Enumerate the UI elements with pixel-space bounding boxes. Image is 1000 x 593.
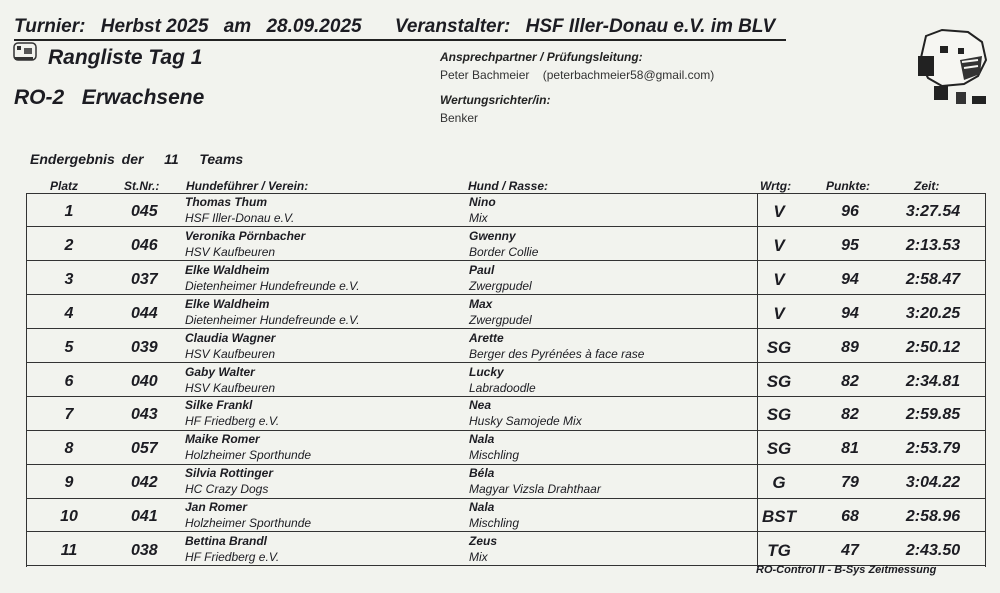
cell-rating: V [773,269,785,289]
cell-points: 89 [841,338,859,356]
cell-time: 3:27.54 [905,203,961,220]
cell-time: 2:59.85 [905,406,961,424]
dog-logo-icon [12,40,40,64]
cell-handler-name: Jan Romer [185,500,248,515]
cell-handler-name: Elke Waldheim [185,296,270,311]
col-header-platz: Platz [50,179,79,193]
contact-email: (peterbachmeier58@gmail.com) [542,68,715,82]
table-row [27,194,985,227]
table-row [27,499,985,532]
cell-club: HSF Iller-Donau e.V. [185,211,295,225]
cell-stnr: 043 [131,406,158,424]
team-count: 11 [164,151,179,167]
category: Erwachsene [81,86,205,109]
cell-breed: Mischling [469,516,520,531]
cell-points: 96 [841,203,859,220]
cell-platz: 6 [64,372,74,390]
cell-rating: V [773,303,785,323]
page-title: Rangliste Tag 1 [48,46,203,69]
cell-stnr: 037 [131,270,158,288]
cell-points: 95 [841,236,859,254]
cell-club: HF Friedberg e.V. [185,414,280,429]
cell-points: 81 [841,440,859,458]
event-header-line [14,16,786,41]
cell-time: 2:53.79 [905,440,961,458]
cell-rating: V [773,235,785,255]
table-row [27,533,985,566]
col-header-stnr: St.Nr.: [124,179,160,193]
cell-platz: 11 [60,542,78,559]
cell-rating: BST [762,507,796,527]
table-row [27,296,985,329]
col-header-time: Zeit: [914,179,940,193]
cell-stnr: 042 [131,474,158,492]
cell-rating: G [772,473,786,493]
col-header-rating: Wrtg: [760,179,792,193]
cell-platz: 8 [64,440,74,458]
contact-label: Ansprechpartner / Prüfungsleitung: [440,50,643,64]
cell-handler-name: Veronika Pörnbacher [185,228,306,243]
cell-stnr: 041 [131,508,158,526]
cell-platz: 5 [64,338,74,356]
cell-time: 2:50.12 [905,338,961,356]
contact-name: Peter Bachmeier [440,68,530,82]
cell-time: 2:58.47 [905,270,961,288]
cell-breed: Zwergpudel [469,312,532,327]
contact-info [440,68,714,82]
table-row [27,262,985,295]
cell-dog-name: Zeus [469,534,498,548]
judge-name: Benker [440,111,479,125]
cell-club: Holzheimer Sporthunde [185,448,312,463]
cell-dog-name: Max [469,296,493,311]
cell-dog-name: Nala [469,432,495,447]
cell-rating: SG [766,405,792,425]
cell-dog-name: Arette [469,330,504,345]
cell-stnr: 038 [131,542,158,559]
cell-time: 2:58.96 [905,508,961,526]
cell-rating: SG [766,439,792,459]
cell-time: 2:34.81 [905,372,961,390]
cell-breed: Zwergpudel [469,278,532,293]
cell-club: HSV Kaufbeuren [185,244,276,259]
table-row [27,228,985,261]
cell-breed: Magyar Vizsla Drahthaar [469,482,601,497]
cell-club: Holzheimer Sporthunde [185,516,312,531]
event-date: 28.09.2025 [266,16,362,37]
cell-handler-name: Silke Frankl [185,398,253,413]
cell-platz: 2 [64,236,74,254]
turnier-value: Herbst 2025 [100,16,209,37]
table-row [27,431,985,464]
cell-club: HC Crazy Dogs [185,482,269,497]
cell-breed: Border Collie [469,244,539,259]
cell-handler-name: Maike Romer [185,432,260,447]
judge-label: Wertungsrichter/in: [440,93,551,107]
cell-dog-name: Lucky [469,364,504,379]
cell-points: 47 [841,542,859,559]
cell-time: 3:04.22 [905,474,961,492]
cell-dog-name: Nea [469,398,492,413]
cell-stnr: 057 [131,440,158,458]
footer-note: RO-Control II - B-Sys Zeitmessung [756,564,937,576]
table-row [27,330,985,363]
table-row [27,397,985,430]
cell-time: 2:13.53 [905,236,961,254]
cell-stnr: 045 [131,203,158,220]
table-row [27,465,985,498]
cell-platz: 9 [64,474,74,492]
veranstalter-value: HSF Iller-Donau e.V. im BLV [525,16,776,37]
cell-points: 94 [841,304,859,322]
cell-breed: Mix [469,550,488,564]
cell-stnr: 046 [131,236,158,254]
cell-stnr: 039 [131,338,158,356]
am-label: am [223,16,252,37]
cell-dog-name: Nala [469,500,495,515]
cell-breed: Berger des Pyrénées à face rase [469,346,645,361]
turnier-label: Turnier: [14,16,86,37]
cell-time: 3:20.25 [905,304,961,322]
cell-club: HSV Kaufbeuren [185,346,276,361]
cell-dog-name: Gwenny [469,228,516,243]
cell-club: HSV Kaufbeuren [185,380,276,395]
cell-handler-name: Gaby Walter [185,364,255,379]
cell-stnr: 044 [131,304,158,322]
cell-platz: 1 [64,203,74,220]
cell-breed: Mischling [469,448,520,463]
cell-handler-name: Thomas Thum [185,195,268,209]
cell-breed: Labradoodle [469,380,536,395]
cell-handler-name: Silvia Rottinger [185,466,274,481]
col-header-points: Punkte: [826,179,871,193]
veranstalter-label: Veranstalter: [394,16,511,37]
cell-handler-name: Bettina Brandl [185,534,268,548]
class-name: RO-2 [14,86,65,109]
cell-stnr: 040 [131,372,158,390]
summary-suffix: Teams [199,151,244,167]
cell-club: Dietenheimer Hundefreunde e.V. [185,278,360,293]
cell-rating: SG [766,371,792,391]
cell-platz: 3 [64,270,74,288]
cell-platz: 7 [64,406,74,424]
cell-dog-name: Paul [469,262,495,277]
results-table [26,193,986,567]
cell-rating: TG [767,541,791,560]
col-header-dog: Hund / Rasse: [468,179,549,193]
cell-club: Dietenheimer Hundefreunde e.V. [185,312,360,327]
cell-handler-name: Claudia Wagner [185,330,276,345]
class-title [14,86,204,110]
result-summary [30,151,243,167]
cell-rating: SG [766,337,792,357]
cell-time: 2:43.50 [905,542,961,559]
table-row [27,364,985,397]
cell-dog-name: Nino [469,195,496,209]
cell-platz: 4 [64,304,74,322]
cell-club: HF Friedberg e.V. [185,550,280,564]
cell-breed: Mix [469,211,488,225]
summary-prefix: Endergebnis der [30,151,144,167]
cell-breed: Husky Samojede Mix [469,414,582,429]
cell-points: 82 [841,372,859,390]
cell-rating: V [773,202,785,221]
cell-platz: 10 [60,508,78,526]
cell-points: 68 [841,508,859,526]
col-header-handler: Hundeführer / Verein: [186,179,309,193]
cell-points: 82 [841,406,859,424]
dog-mascot-icon [912,26,992,112]
cell-dog-name: Béla [469,466,495,481]
cell-points: 94 [841,270,859,288]
cell-handler-name: Elke Waldheim [185,262,270,277]
cell-points: 79 [841,474,859,492]
